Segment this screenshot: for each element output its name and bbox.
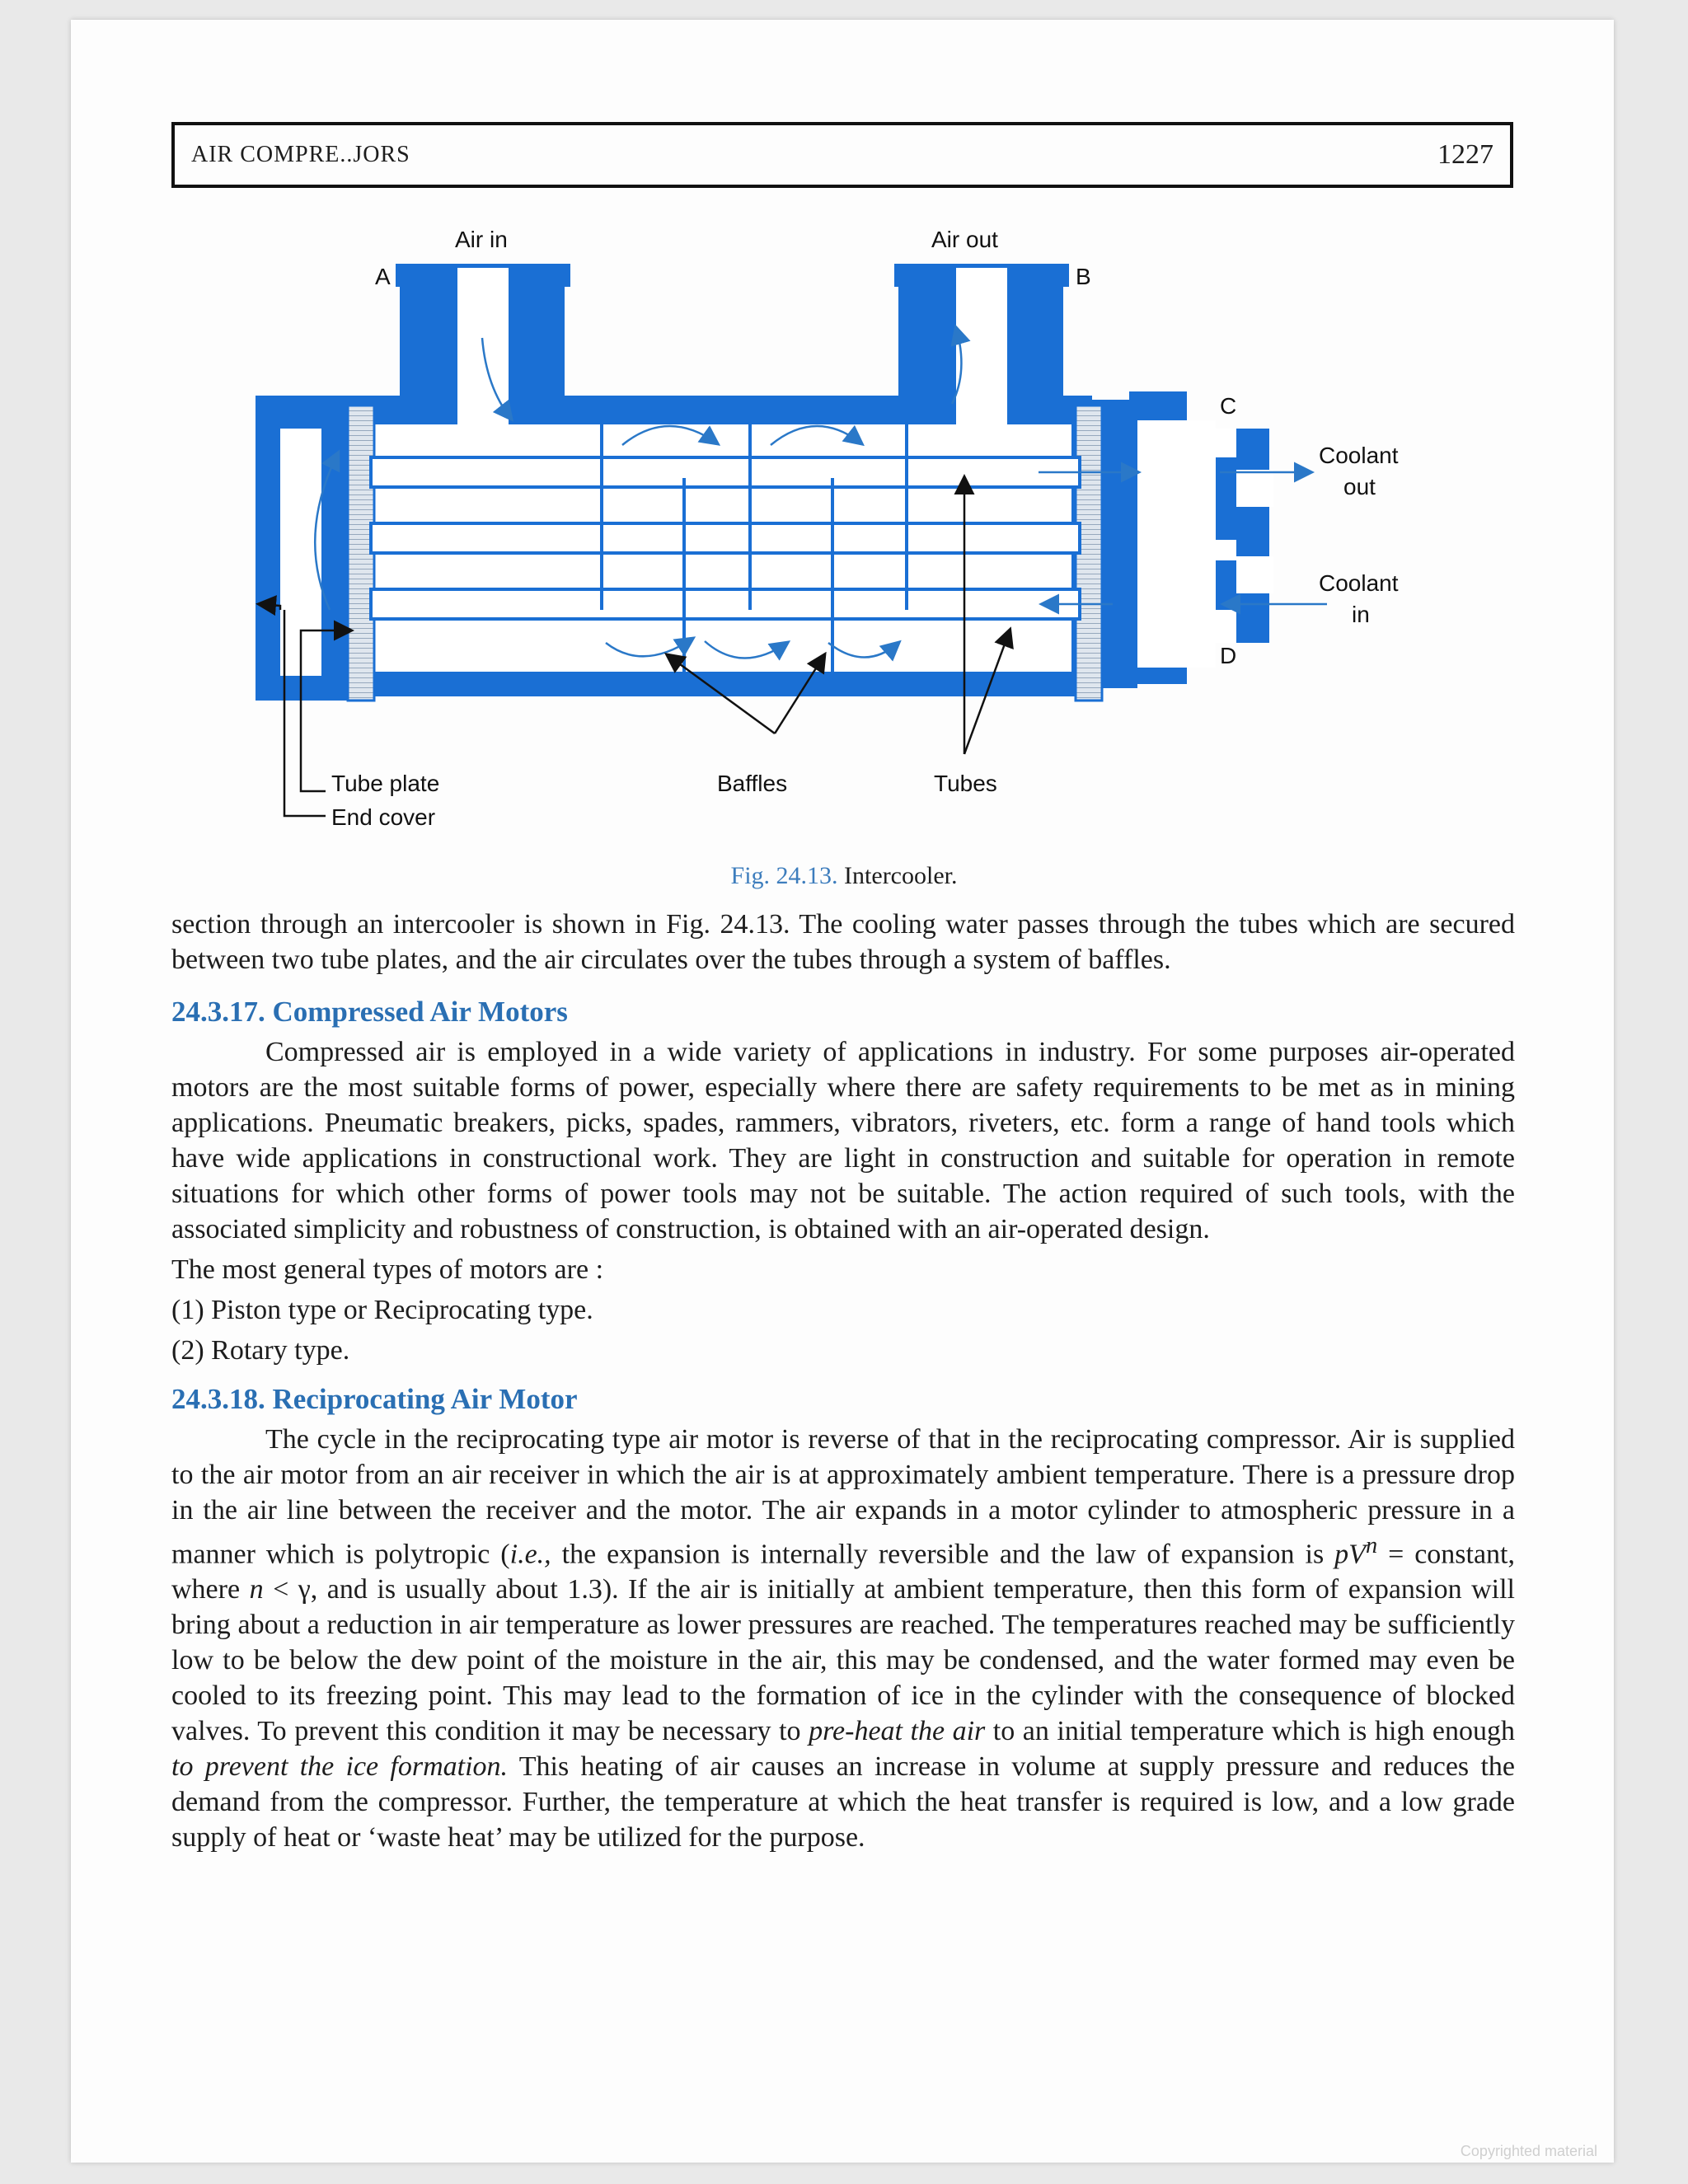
label-a: A: [375, 264, 391, 289]
label-coolant-out-2: out: [1343, 474, 1376, 499]
watermark: Copyrighted material: [1460, 2143, 1597, 2159]
text-segment: to an initial temperature which is high enough: [985, 1716, 1516, 1747]
label-tubes: Tubes: [934, 771, 997, 796]
text-segment: The cycle in the reciprocating type air motor is reverse of that in the reciprocating compressor. Air is supplied to the air motor from an air receiver in which the air is at approximately ambient temperature. There is a pressure drop in the air line between the receiver and the motor. The air expands in a motor cylinder to atmospheric pressure in a manner which is polytropic (: [171, 1424, 1515, 1570]
body-text: [171, 907, 1515, 1855]
intercooler-diagram: [247, 223, 1484, 849]
label-tube-plate: Tube plate: [331, 771, 440, 796]
list-item-piston: (1) Piston type or Reciprocating type.: [171, 1295, 593, 1325]
heading-compressed-air-motors: 24.3.17. Compressed Air Motors: [171, 996, 568, 1028]
figure-number: Fig. 24.13.: [730, 862, 838, 889]
label-c: C: [1220, 393, 1237, 419]
tubes-bundle: [371, 457, 1080, 619]
paragraph-intercooler: section through an intercooler is shown in Fig. 24.13. The cooling water passes through the tubes which are secured between two tube plates, and the air circulates over the tubes through a system of baffles.: [171, 909, 1515, 975]
figure-caption: [0, 862, 1688, 890]
running-header: [171, 122, 1513, 188]
paragraph-motor-types: The most general types of motors are :: [171, 1254, 604, 1285]
text-italic: pre-heat the air: [809, 1716, 986, 1747]
text-italic: to prevent the ice formation.: [171, 1751, 509, 1783]
formula-exponent: n: [1365, 1533, 1378, 1558]
heading-reciprocating-air-motor: 24.3.18. Reciprocating Air Motor: [171, 1383, 578, 1415]
formula-pv: pV: [1334, 1539, 1366, 1570]
figure-title: Intercooler.: [844, 862, 958, 889]
label-coolant-in-1: Coolant: [1319, 570, 1399, 596]
label-air-in: Air in: [455, 227, 508, 252]
paragraph-compressed-air: Compressed air is employed in a wide variety of applications in industry. For some purposes air-operated motors are the most suitable forms of power, especially where there are safety requirements to be met as in mining applications. Pneumatic breakers, picks, spades, rammers, vibrators, riveters, etc. form a range of hand tools which have wide applications in constructional work. They are light in construction and suitable for operation in remote situations for which other forms of power tools may not be suitable. The action required of such tools, with the associated simplicity and robustness of construction, is obtained with an air-operated design.: [171, 1037, 1515, 1244]
text-segment: = constant, where: [171, 1539, 1516, 1605]
label-d: D: [1220, 643, 1237, 668]
label-coolant-out-1: Coolant: [1319, 443, 1399, 468]
text-segment: < γ, and is usually about 1.3). If the air is initially at ambient temperature, then this form of expansion will bring about a reduction in air temperature as lower pressures are reached. The temperatures reached may be sufficiently low to be below the dew point of the moisture in the air, this may be condensed, and the water formed may even be cooled to its freezing point. This may lead to the formation of ice in the cylinder with the consequence of blocked valves. To prevent this condition it may be necessary to: [171, 1574, 1516, 1747]
text-italic: i.e.,: [509, 1539, 551, 1570]
text-segment: the expansion is internally reversible and the law of expansion is: [551, 1539, 1335, 1570]
label-air-out: Air out: [931, 227, 998, 252]
paragraph-reciprocating: [171, 1422, 1515, 1855]
label-baffles: Baffles: [717, 771, 788, 796]
list-item-rotary: (2) Rotary type.: [171, 1335, 350, 1366]
text-segment: This heating of air causes an increase in volume at supply pressure and reduces the demand from the compressor. Further, the temperature at which the heat transfer is required is low, and a low grade supply of heat or ‘waste heat’ may be utilized for the purpose.: [171, 1751, 1515, 1854]
label-end-cover: End cover: [331, 804, 436, 830]
formula-n: n: [249, 1574, 264, 1605]
label-b: B: [1076, 264, 1091, 289]
header-title: AIR COMPRE..JORS: [191, 142, 410, 167]
label-coolant-in-2: in: [1352, 602, 1370, 627]
page-number: 1227: [1437, 139, 1493, 170]
